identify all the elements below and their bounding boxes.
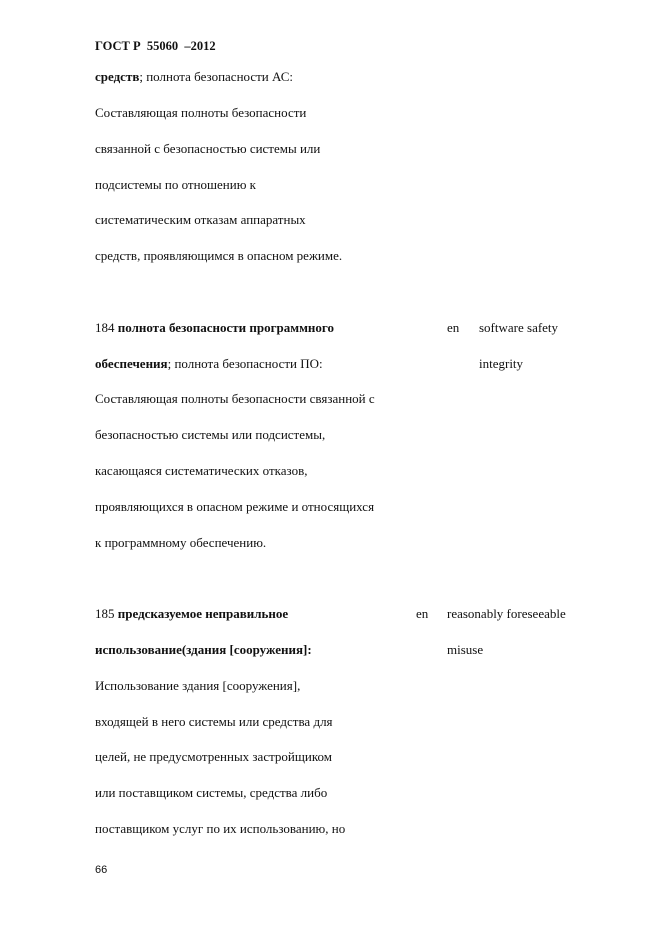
standard-header: ГОСТ Р 55060 –2012 <box>95 39 216 53</box>
definition-line: Составляющая полноты безопасности <box>95 105 307 120</box>
definition-line: средств, проявляющимся в опасном режиме. <box>95 248 343 263</box>
language-code: en <box>416 606 429 621</box>
term-fragment: средств <box>95 69 140 84</box>
definition-line: подсистемы по отношению к <box>95 177 257 192</box>
definition-line: целей, не предусмотренных застройщиком <box>95 749 332 764</box>
definition-line: или поставщиком системы, средства либо <box>95 785 328 800</box>
english-term: integrity <box>479 356 524 371</box>
definition-line: связанной с безопасностью системы или <box>95 141 321 156</box>
language-code: en <box>447 320 460 335</box>
term-text: обеспечения <box>95 356 168 371</box>
synonym-text: ; полнота безопасности АС: <box>139 69 294 84</box>
definition-line: к программному обеспечению. <box>95 535 267 550</box>
entry-185-term-line <box>95 606 288 622</box>
continuation-first-line <box>95 69 293 85</box>
term-text: предсказуемое неправильное <box>117 606 289 621</box>
term-text: полнота безопасности программного <box>117 320 335 335</box>
definition-line: безопасностью системы или подсистемы, <box>95 427 326 442</box>
synonym-text: ; полнота безопасности ПО: <box>167 356 323 371</box>
definition-line: касающаяся систематических отказов, <box>95 463 308 478</box>
entry-number: 185 <box>95 606 115 621</box>
definition-line: систематическим отказам аппаратных <box>95 212 306 227</box>
entry-184-term-line-2 <box>95 356 323 372</box>
entry-184-term-line <box>95 320 334 336</box>
page-number: 66 <box>95 864 108 876</box>
entry-number: 184 <box>95 320 115 335</box>
english-term: misuse <box>447 642 484 657</box>
english-term: reasonably foreseeable <box>447 606 566 621</box>
definition-line: поставщиком услуг по их использованию, но <box>95 821 346 836</box>
english-term: software safety <box>479 320 559 335</box>
definition-line: проявляющихся в опасном режиме и относящихся <box>95 499 375 514</box>
definition-line: Использование здания [сооружения], <box>95 678 301 693</box>
definition-line: Составляющая полноты безопасности связанной с <box>95 391 375 406</box>
entry-185-term-line-2: использование(здания [сооружения]: <box>95 642 312 657</box>
definition-line: входящей в него системы или средства для <box>95 714 333 729</box>
